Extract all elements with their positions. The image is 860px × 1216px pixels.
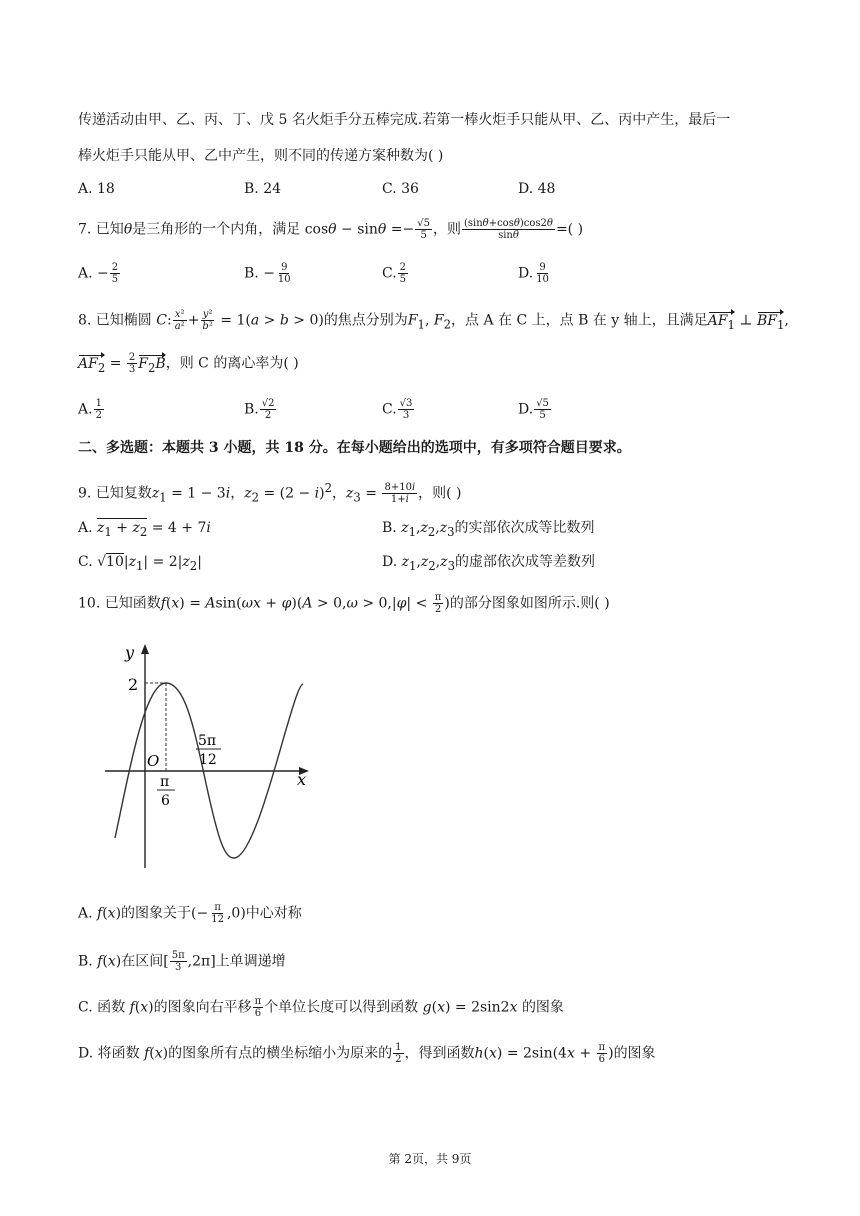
- q9-option-b: B. $z_1,z_2,z_3$的实部依次成等比数列: [382, 520, 595, 539]
- q8-stem-line1: 8. 已知椭圆 C: $\frac{\text{x²}}{\text{a²}}$ + $\frac{\text{y²}}{\text{b²}}$ = 1(a > b > 0)的焦点分别为$F_1$, $F_2$，点 A 在 C 上，点 B 在 y 轴上，且满足$AF_1$ ⊥ $BF_1$,: [78, 309, 789, 334]
- q6-option-a: A. 18: [78, 181, 115, 197]
- y-axis-label: y: [125, 643, 135, 662]
- q7-stem: 7. 已知θ是三角形的一个内角，满足 cosθ − sinθ =− $\frac{√5}{5}$ ，则 $\frac{(\sin\theta+\cos\theta)\cos 2\theta}{\sin\theta}$ =( ): [78, 218, 584, 241]
- q7-option-d: D. $\frac{9}{10}$: [518, 262, 549, 285]
- tick-pi-6-den: 6: [161, 793, 170, 809]
- tick-5pi-12-num: 5π: [198, 733, 217, 749]
- q8-stem-line2: $AF_2$ = $\frac{2}{3}$ $F_2B$，则 C 的离心率为( ): [78, 352, 299, 377]
- q6-option-d: D. 48: [518, 181, 556, 197]
- amplitude-label: 2: [128, 675, 139, 694]
- q9-option-d: D. $z_1,z_2,z_3$的虚部依次成等差数列: [382, 554, 595, 573]
- q9-option-a: A. $z_1 + z_2 = 4 + 7i$: [78, 520, 211, 539]
- tick-5pi-12-den: 12: [199, 752, 217, 768]
- q8-option-b: B. $\frac{√2}{2}$: [244, 398, 275, 421]
- y-axis-arrow: [141, 644, 149, 654]
- page-footer: 第 2页，共 9页: [388, 1152, 472, 1166]
- q6-text-line2: 棒火炬手只能从甲、乙中产生，则不同的传递方案种数为( ): [78, 148, 444, 164]
- origin-label: O: [147, 752, 160, 770]
- q10-option-b: B. f(x)在区间[ $\frac{5\pi}{3}$ ,2π]上单调递增: [78, 950, 286, 973]
- section-heading-multiple-choice: 二、多选题：本题共 3 小题，共 18 分。在每小题给出的选项中，有多项符合题目要求。: [78, 440, 631, 456]
- q10-option-a: A. f(x)的图象关于(− $\frac{\pi}{12}$ ,0)中心对称: [78, 902, 302, 925]
- q7-option-b: B. − $\frac{9}{10}$: [244, 262, 291, 285]
- q8-option-c: C. $\frac{√3}{3}$: [382, 398, 413, 421]
- q10-stem: 10. 已知函数f(x) = Asin(ωx + φ)(A > 0,ω > 0,|φ| < $\frac{\pi}{2}$ )的部分图象如图所示.则( ): [78, 592, 610, 615]
- x-axis-label: x: [297, 770, 307, 789]
- q8-option-d: D. $\frac{√5}{5}$: [518, 398, 549, 421]
- q10-option-d: D. 将函数 f(x)的图象所有点的横坐标缩小为原来的 $\frac{1}{2}$ ，得到函数h(x) = 2sin(4x + $\frac{\pi}{6}$ )的图象: [78, 1042, 656, 1065]
- q9-stem: 9. 已知复数$z_1 = 1 - 3i$，$z_2 = (2 - i)^2$，$z_3$ = $\frac{8+10i}{1+i}$ ，则( ): [78, 481, 462, 506]
- q9-option-c: C. $√10|z_1| = 2|z_2|$: [78, 554, 202, 573]
- q6-text-line1: 传递活动由甲、乙、丙、丁、戊 5 名火炬手分五棒完成.若第一棒火炬手只能从甲、乙、丙中产生，最后一: [78, 112, 731, 128]
- q7-option-c: C. $\frac{2}{5}$: [382, 262, 407, 285]
- q8-option-a: A. $\frac{1}{2}$: [78, 398, 102, 421]
- q7-option-a: A. − $\frac{2}{5}$: [78, 262, 119, 285]
- q10-option-c: C. 函数 f(x)的图象向右平移 $\frac{\pi}{6}$ 个单位长度可以得到函数 g(x) = 2sin2x 的图象: [78, 996, 564, 1019]
- tick-pi-6-num: π: [160, 774, 170, 790]
- sine-graph-figure: [95, 638, 325, 873]
- q6-option-b: B. 24: [244, 181, 282, 197]
- q6-option-c: C. 36: [382, 181, 419, 197]
